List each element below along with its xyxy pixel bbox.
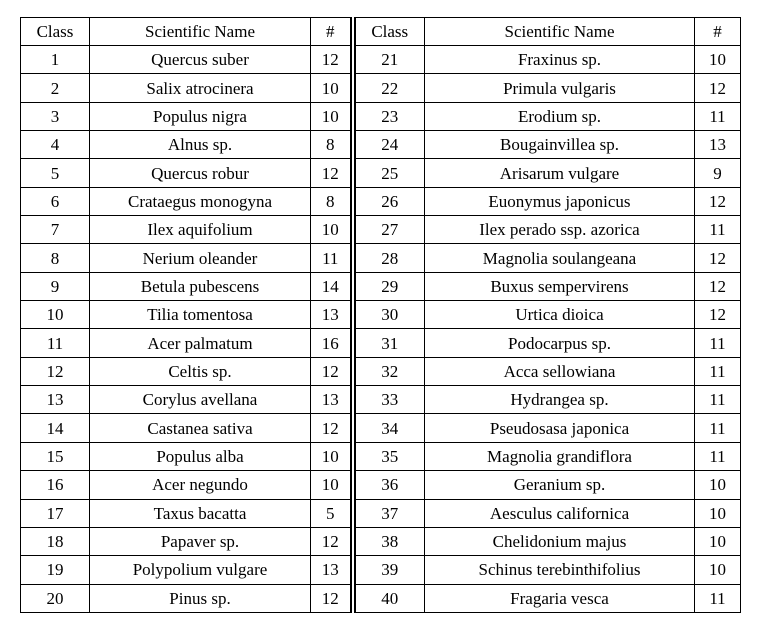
scientific-name-cell: Polypolium vulgare	[90, 556, 311, 584]
count-cell: 10	[311, 471, 353, 499]
scientific-name-cell: Papaver sp.	[90, 527, 311, 555]
class-cell: 14	[21, 414, 90, 442]
count-cell: 12	[311, 46, 353, 74]
count-cell: 14	[311, 272, 353, 300]
count-cell: 11	[695, 386, 741, 414]
count-cell: 10	[695, 471, 741, 499]
table-row	[21, 442, 741, 470]
count-cell: 13	[311, 301, 353, 329]
class-cell: 36	[353, 471, 425, 499]
count-cell: 5	[311, 499, 353, 527]
count-cell: 11	[311, 244, 353, 272]
scientific-name-cell: Urtica dioica	[425, 301, 695, 329]
class-cell: 2	[21, 74, 90, 102]
table-row	[21, 131, 741, 159]
scientific-name-cell: Erodium sp.	[425, 102, 695, 130]
table-row	[21, 527, 741, 555]
header-name-right: Scientific Name	[425, 18, 695, 46]
count-cell: 12	[311, 357, 353, 385]
class-cell: 19	[21, 556, 90, 584]
header-count-right: #	[695, 18, 741, 46]
class-cell: 10	[21, 301, 90, 329]
count-cell: 11	[695, 357, 741, 385]
count-cell: 11	[695, 584, 741, 612]
count-cell: 8	[311, 131, 353, 159]
scientific-name-cell: Magnolia soulangeana	[425, 244, 695, 272]
scientific-name-cell: Primula vulgaris	[425, 74, 695, 102]
class-cell: 15	[21, 442, 90, 470]
table-row	[21, 386, 741, 414]
scientific-name-cell: Crataegus monogyna	[90, 187, 311, 215]
species-class-table	[20, 17, 741, 613]
header-class-left: Class	[21, 18, 90, 46]
scientific-name-cell: Tilia tomentosa	[90, 301, 311, 329]
scientific-name-cell: Chelidonium majus	[425, 527, 695, 555]
table-row	[21, 187, 741, 215]
scientific-name-cell: Acer palmatum	[90, 329, 311, 357]
table-row	[21, 102, 741, 130]
scientific-name-cell: Nerium oleander	[90, 244, 311, 272]
table-row	[21, 216, 741, 244]
count-cell: 10	[311, 216, 353, 244]
class-cell: 23	[353, 102, 425, 130]
scientific-name-cell: Fraxinus sp.	[425, 46, 695, 74]
count-cell: 16	[311, 329, 353, 357]
table-row	[21, 414, 741, 442]
count-cell: 10	[695, 556, 741, 584]
header-name-left: Scientific Name	[90, 18, 311, 46]
scientific-name-cell: Podocarpus sp.	[425, 329, 695, 357]
count-cell: 12	[695, 301, 741, 329]
count-cell: 12	[695, 272, 741, 300]
class-cell: 33	[353, 386, 425, 414]
class-cell: 6	[21, 187, 90, 215]
scientific-name-cell: Alnus sp.	[90, 131, 311, 159]
scientific-name-cell: Taxus bacatta	[90, 499, 311, 527]
table-body	[21, 46, 741, 613]
scientific-name-cell: Arisarum vulgare	[425, 159, 695, 187]
scientific-name-cell: Pinus sp.	[90, 584, 311, 612]
count-cell: 8	[311, 187, 353, 215]
class-cell: 9	[21, 272, 90, 300]
class-cell: 30	[353, 301, 425, 329]
count-cell: 11	[695, 442, 741, 470]
table-row	[21, 556, 741, 584]
class-cell: 17	[21, 499, 90, 527]
scientific-name-cell: Geranium sp.	[425, 471, 695, 499]
class-cell: 22	[353, 74, 425, 102]
count-cell: 11	[695, 216, 741, 244]
class-cell: 29	[353, 272, 425, 300]
scientific-name-cell: Acca sellowiana	[425, 357, 695, 385]
scientific-name-cell: Ilex aquifolium	[90, 216, 311, 244]
scientific-name-cell: Schinus terebinthifolius	[425, 556, 695, 584]
count-cell: 12	[311, 414, 353, 442]
class-cell: 20	[21, 584, 90, 612]
scientific-name-cell: Populus nigra	[90, 102, 311, 130]
count-cell: 13	[695, 131, 741, 159]
table-row	[21, 584, 741, 612]
scientific-name-cell: Quercus suber	[90, 46, 311, 74]
class-cell: 3	[21, 102, 90, 130]
scientific-name-cell: Populus alba	[90, 442, 311, 470]
class-cell: 18	[21, 527, 90, 555]
header-count-left: #	[311, 18, 353, 46]
scientific-name-cell: Celtis sp.	[90, 357, 311, 385]
scientific-name-cell: Euonymus japonicus	[425, 187, 695, 215]
count-cell: 12	[311, 527, 353, 555]
scientific-name-cell: Aesculus californica	[425, 499, 695, 527]
count-cell: 10	[695, 499, 741, 527]
table-row	[21, 301, 741, 329]
class-cell: 1	[21, 46, 90, 74]
count-cell: 9	[695, 159, 741, 187]
scientific-name-cell: Ilex perado ssp. azorica	[425, 216, 695, 244]
class-cell: 40	[353, 584, 425, 612]
scientific-name-cell: Salix atrocinera	[90, 74, 311, 102]
class-cell: 13	[21, 386, 90, 414]
count-cell: 10	[311, 74, 353, 102]
scientific-name-cell: Acer negundo	[90, 471, 311, 499]
table-row	[21, 471, 741, 499]
class-cell: 8	[21, 244, 90, 272]
scientific-name-cell: Castanea sativa	[90, 414, 311, 442]
count-cell: 13	[311, 386, 353, 414]
count-cell: 11	[695, 102, 741, 130]
scientific-name-cell: Corylus avellana	[90, 386, 311, 414]
table-row	[21, 46, 741, 74]
count-cell: 10	[695, 46, 741, 74]
count-cell: 10	[695, 527, 741, 555]
table-header-row	[21, 18, 741, 46]
class-cell: 39	[353, 556, 425, 584]
count-cell: 10	[311, 442, 353, 470]
count-cell: 12	[695, 244, 741, 272]
class-cell: 5	[21, 159, 90, 187]
scientific-name-cell: Bougainvillea sp.	[425, 131, 695, 159]
scientific-name-cell: Fragaria vesca	[425, 584, 695, 612]
table-row	[21, 329, 741, 357]
class-cell: 26	[353, 187, 425, 215]
class-cell: 12	[21, 357, 90, 385]
class-cell: 7	[21, 216, 90, 244]
class-cell: 11	[21, 329, 90, 357]
class-cell: 35	[353, 442, 425, 470]
class-cell: 25	[353, 159, 425, 187]
class-cell: 31	[353, 329, 425, 357]
scientific-name-cell: Buxus sempervirens	[425, 272, 695, 300]
class-cell: 21	[353, 46, 425, 74]
table-row	[21, 357, 741, 385]
table-row	[21, 74, 741, 102]
table-row	[21, 244, 741, 272]
class-cell: 4	[21, 131, 90, 159]
count-cell: 11	[695, 329, 741, 357]
count-cell: 12	[695, 74, 741, 102]
class-cell: 27	[353, 216, 425, 244]
class-cell: 37	[353, 499, 425, 527]
scientific-name-cell: Pseudosasa japonica	[425, 414, 695, 442]
class-cell: 24	[353, 131, 425, 159]
class-cell: 32	[353, 357, 425, 385]
table-row	[21, 159, 741, 187]
scientific-name-cell: Hydrangea sp.	[425, 386, 695, 414]
count-cell: 12	[311, 584, 353, 612]
class-cell: 28	[353, 244, 425, 272]
count-cell: 10	[311, 102, 353, 130]
count-cell: 13	[311, 556, 353, 584]
scientific-name-cell: Betula pubescens	[90, 272, 311, 300]
count-cell: 12	[311, 159, 353, 187]
header-class-right: Class	[353, 18, 425, 46]
scientific-name-cell: Quercus robur	[90, 159, 311, 187]
count-cell: 11	[695, 414, 741, 442]
count-cell: 12	[695, 187, 741, 215]
scientific-name-cell: Magnolia grandiflora	[425, 442, 695, 470]
class-cell: 16	[21, 471, 90, 499]
class-cell: 38	[353, 527, 425, 555]
table-row	[21, 272, 741, 300]
table-row	[21, 499, 741, 527]
class-cell: 34	[353, 414, 425, 442]
